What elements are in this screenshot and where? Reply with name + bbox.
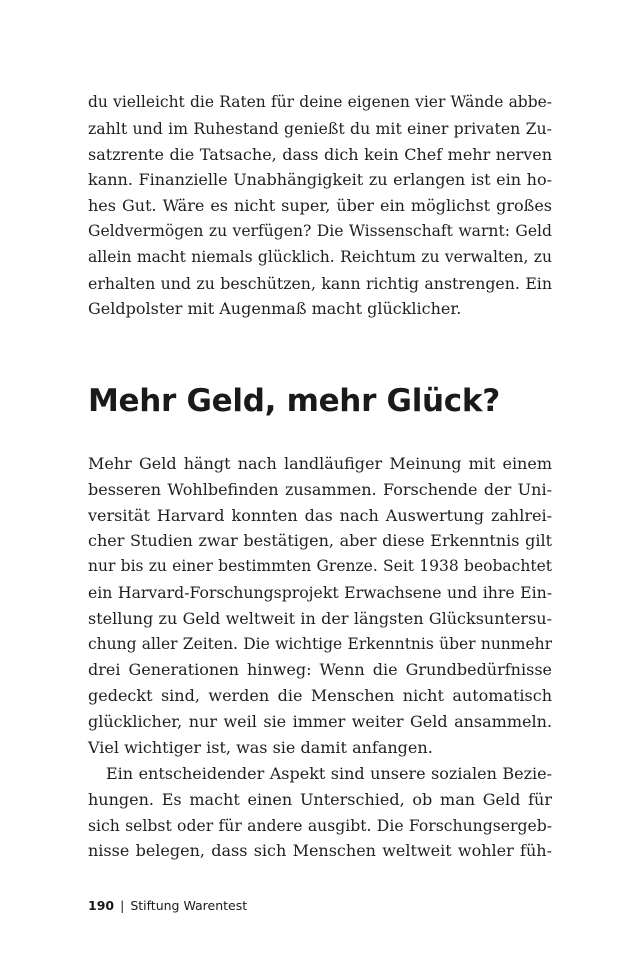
text-line: erhalten und zu beschützen, kann richtig anstrengen. Ein: [88, 273, 552, 293]
text-line: glücklicher, nur weil sie immer weiter Geld ansammeln.: [88, 711, 552, 731]
text-line: Geldpolster mit Augenmaß macht glücklicher.: [88, 299, 462, 319]
text-line: drei Generationen hinweg: Wenn die Grundbedürfnisse: [88, 660, 552, 680]
text-line: Viel wichtiger ist, was sie damit anfangen.: [88, 737, 433, 757]
text-line: ein Harvard-Forschungsprojekt Erwachsene und ihre Ein-: [88, 582, 552, 602]
publisher-name: Stiftung Warentest: [130, 898, 248, 913]
text-line: zahlt und im Ruhestand genießt du mit einer privaten Zu-: [88, 118, 552, 138]
text-line: besseren Wohlbefinden zusammen. Forschende der Uni-: [88, 479, 552, 499]
text-line: hes Gut. Wäre es nicht super, über ein möglichst großes: [88, 196, 552, 216]
body-paragraph-1: [88, 90, 552, 322]
text-line: Geldvermögen zu verfügen? Die Wissenschaft warnt: Geld: [88, 221, 552, 240]
text-line: gedeckt sind, werden die Menschen nicht automatisch: [88, 686, 552, 706]
text-line: stellung zu Geld weltweit in der längsten Glücksuntersu-: [88, 608, 552, 628]
text-line: chung aller Zeiten. Die wichtige Erkenntnis über nunmehr: [88, 634, 552, 653]
text-line: Ein entscheidender Aspekt sind unsere sozialen Bezie-: [106, 764, 552, 783]
section-heading: Mehr Geld, mehr Glück?: [88, 383, 500, 419]
page-footer: [88, 898, 247, 913]
text-line: satzrente die Tatsache, dass dich kein Chef mehr nerven: [88, 144, 552, 164]
text-line: nur bis zu einer bestimmten Grenze. Seit 1938 beobachtet: [88, 557, 552, 576]
text-line: sich selbst oder für andere ausgibt. Die Forschungsergeb-: [88, 815, 552, 835]
text-line: cher Studien zwar bestätigen, aber diese Erkenntnis gilt: [88, 531, 552, 551]
text-line: kann. Finanzielle Unabhängigkeit zu erlangen ist ein ho-: [88, 170, 552, 190]
text-line: nisse belegen, dass sich Menschen weltweit wohler füh-: [88, 841, 552, 861]
body-paragraph-2: [88, 451, 552, 761]
footer-separator: |: [120, 898, 125, 913]
page-number: 190: [88, 898, 115, 913]
text-line: Mehr Geld hängt nach landläufiger Meinung mit einem: [88, 454, 552, 473]
body-paragraph-3: [88, 761, 552, 864]
text-line: versität Harvard konnten das nach Auswertung zahlrei-: [88, 505, 552, 525]
text-line: hungen. Es macht einen Unterschied, ob man Geld für: [88, 789, 552, 809]
text-line: allein macht niemals glücklich. Reichtum zu verwalten, zu: [88, 247, 552, 266]
text-line: du vielleicht die Raten für deine eigenen vier Wände abbe-: [88, 93, 552, 111]
